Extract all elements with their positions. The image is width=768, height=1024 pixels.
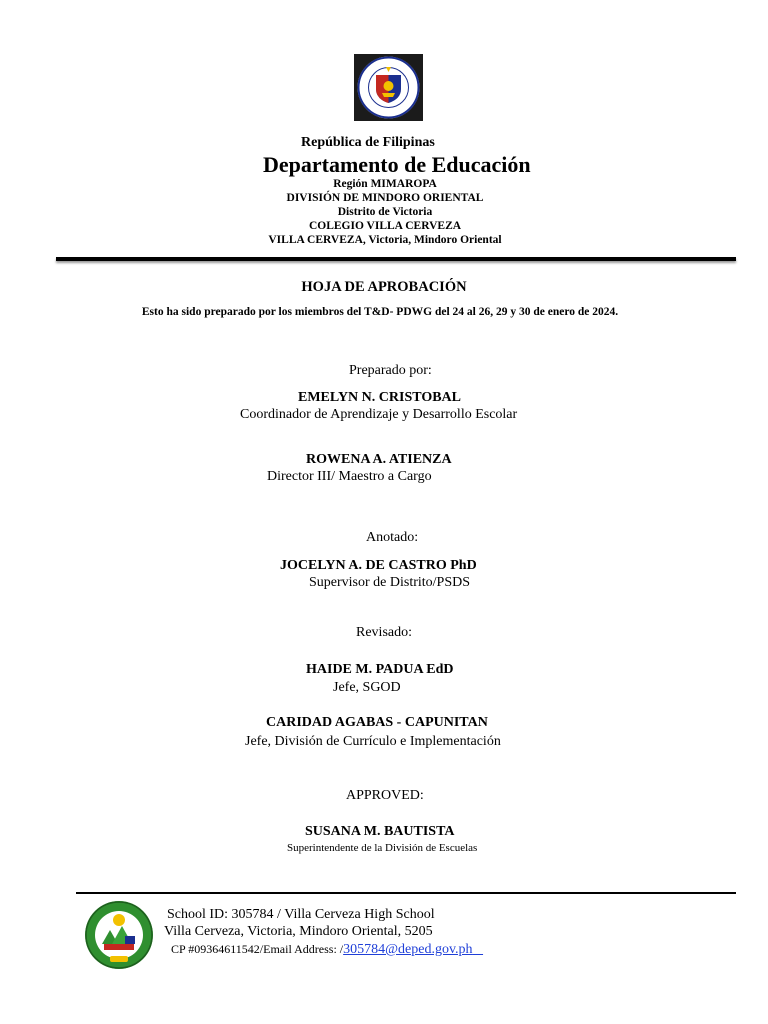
signatory-name: JOCELYN A. DE CASTRO PhD bbox=[280, 558, 477, 573]
signatory-name: SUSANA M. BAUTISTA bbox=[305, 824, 455, 839]
footer-email-underline-tail bbox=[473, 942, 484, 957]
header-district: Distrito de Victoria bbox=[337, 206, 433, 218]
signatory-role: Supervisor de Distrito/PSDS bbox=[309, 575, 471, 590]
header-region: Región MIMAROPA bbox=[333, 178, 437, 190]
signatory-name: CARIDAD AGABAS - CAPUNITAN bbox=[266, 715, 488, 730]
document-intro: Esto ha sido preparado por los miembros del T&D- PDWG del 24 al 26, 29 y 30 de enero de 2024. bbox=[141, 306, 619, 318]
footer-contact-prefix: CP #09364611542/Email Address: / bbox=[171, 942, 344, 956]
reviewed-label: Revisado: bbox=[356, 625, 412, 640]
footer-address: Villa Cerveza, Victoria, Mindoro Oriental, 5205 bbox=[164, 924, 433, 939]
signatory-role: Director III/ Maestro a Cargo bbox=[267, 469, 432, 484]
footer-divider bbox=[76, 892, 736, 894]
signatory-role: Coordinador de Aprendizaje y Desarrollo Escolar bbox=[240, 407, 518, 422]
header-school: COLEGIO VILLA CERVEZA bbox=[308, 220, 462, 232]
footer-school-id: School ID: 305784 / Villa Cerveza High School bbox=[167, 907, 435, 922]
document-title: HOJA DE APROBACIÓN bbox=[301, 279, 467, 295]
header-division: DIVISIÓN DE MINDORO ORIENTAL bbox=[286, 192, 484, 204]
header-department: Departamento de Educación bbox=[263, 152, 531, 177]
deped-seal-icon bbox=[350, 53, 427, 122]
header-country: República de Filipinas bbox=[301, 135, 435, 150]
header-address: VILLA CERVEZA, Victoria, Mindoro Oriental bbox=[268, 234, 502, 246]
signatory-name: EMELYN N. CRISTOBAL bbox=[298, 390, 461, 405]
footer-email-link[interactable]: 305784@deped.gov.ph bbox=[343, 942, 473, 957]
noted-label: Anotado: bbox=[366, 530, 419, 545]
school-logo-icon bbox=[80, 900, 158, 970]
footer-contact bbox=[171, 942, 483, 958]
signatory-name: HAIDE M. PADUA EdD bbox=[306, 662, 454, 677]
signatory-role: Jefe, División de Currículo e Implementación bbox=[245, 734, 501, 749]
signatory-name: ROWENA A. ATIENZA bbox=[306, 452, 452, 467]
signatory-role: Jefe, SGOD bbox=[333, 680, 401, 695]
approved-label: APPROVED: bbox=[346, 788, 424, 803]
signatory-role: Superintendente de la División de Escuelas bbox=[287, 842, 478, 854]
header-divider bbox=[56, 257, 736, 261]
prepared-label: Preparado por: bbox=[349, 363, 432, 378]
